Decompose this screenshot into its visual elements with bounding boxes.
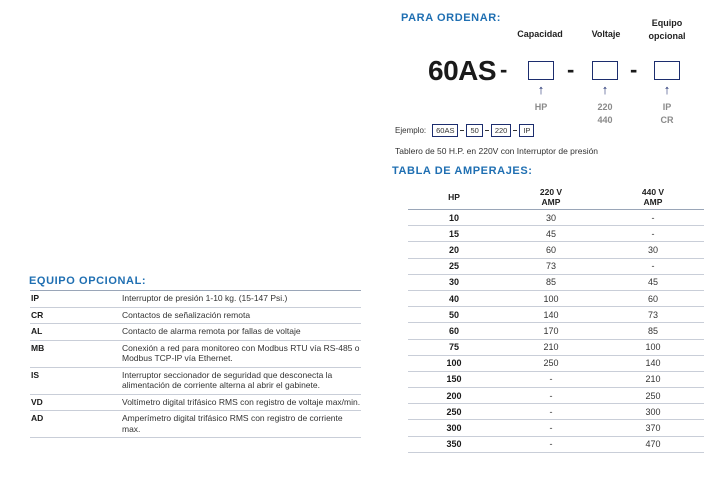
amp-440v-cell: 250 [602,388,704,404]
table-row [408,388,704,404]
table-header-row [408,185,704,210]
amp-220v-cell: - [500,420,602,436]
header-text: HP [448,192,460,202]
table-row [408,242,704,258]
table-row [30,324,361,341]
table-row [30,307,361,324]
amp-220v-cell: 140 [500,307,602,323]
option-code: IP [30,291,122,308]
hp-cell: 75 [408,339,500,355]
optional-equipment-table [30,290,361,438]
amp-440v-cell: 30 [602,242,704,258]
amp-440v-cell: 470 [602,436,704,452]
amp-440v-cell: 100 [602,339,704,355]
option-code: IS [30,367,122,394]
equipo-column-header-line1: Equipo [651,18,683,28]
hp-cell: 350 [408,436,500,452]
model-dash: - [500,57,508,82]
example-chip: 60AS [432,124,458,137]
example-separator [485,130,489,132]
hp-cell: 40 [408,290,500,306]
table-row [408,307,704,323]
amp-440v-cell: 45 [602,274,704,290]
equipo-column-header-line2: opcional [648,31,686,41]
hp-cell: 300 [408,420,500,436]
voltaje-option: 440 [597,115,613,125]
option-code: MB [30,340,122,367]
amp-440v-cell: 60 [602,290,704,306]
amp-220v-cell: - [500,436,602,452]
table-row [408,226,704,242]
capacidad-option: HP [534,102,548,112]
optional-equipment-title: EQUIPO OPCIONAL: [29,275,147,287]
option-code: AD [30,411,122,438]
hp-cell: 15 [408,226,500,242]
table-row [408,355,704,371]
example-separator [460,130,464,132]
table-row [408,323,704,339]
amp-220v-cell: 45 [500,226,602,242]
equipo-option: IP [662,102,672,112]
table-row [408,420,704,436]
amperage-table-title: TABLA DE AMPERAJES: [392,165,533,177]
amp-440v-cell: - [602,210,704,226]
amp-220v-cell: 73 [500,258,602,274]
model-code: 60AS [428,55,497,86]
option-description: Conexión a red para monitoreo con Modbus RTU vía RS-485 o Modbus TCP-IP vía Ethernet. [122,340,361,367]
table-row [408,371,704,387]
amp-220v-cell: 60 [500,242,602,258]
equipo-option: CR [660,115,674,125]
table-row [408,436,704,452]
hp-cell: 25 [408,258,500,274]
amp-220v-cell: 100 [500,290,602,306]
example-chip: 220 [491,124,512,137]
example-separator [513,130,517,132]
hp-cell: 200 [408,388,500,404]
hp-cell: 30 [408,274,500,290]
option-code: VD [30,394,122,411]
amp-440v-cell: - [602,258,704,274]
option-description: Interruptor seccionador de seguridad que desconecta la alimentación de corriente alterna al abrir el gabinete. [122,367,361,394]
arrow-up-icon: ↑ [601,82,609,97]
220v-column-header [500,185,602,210]
hp-column-header [408,185,500,210]
capacidad-slot [528,61,554,80]
table-row [30,291,361,308]
table-row [408,258,704,274]
table-row [408,210,704,226]
header-text: AMP [541,197,561,207]
option-description: Voltímetro digital trifásico RMS con registro de voltaje max/min. [122,394,361,411]
capacidad-column-header: Capacidad [517,29,563,39]
option-description: Contacto de alarma remota por fallas de voltaje [122,324,361,341]
header-text: 220 V [539,187,563,197]
table-row [30,394,361,411]
example-description: Tablero de 50 H.P. en 220V con Interruptor de presión [395,146,599,156]
voltaje-option: 220 [597,102,613,112]
table-row [408,290,704,306]
amp-440v-cell: 73 [602,307,704,323]
amp-220v-cell: 250 [500,355,602,371]
amp-220v-cell: 85 [500,274,602,290]
option-description: Interruptor de presión 1-10 kg. (15-147 Psi.) [122,291,361,308]
hp-cell: 100 [408,355,500,371]
amp-220v-cell: 30 [500,210,602,226]
option-description: Amperímetro digital trifásico RMS con registro de corriente max. [122,411,361,438]
voltaje-slot [592,61,618,80]
arrow-up-icon: ↑ [663,82,671,97]
arrow-up-icon: ↑ [537,82,545,97]
example-chip: 50 [466,124,482,137]
amp-440v-cell: 85 [602,323,704,339]
amp-220v-cell: 170 [500,323,602,339]
header-text: 440 V [641,187,665,197]
hp-cell: 10 [408,210,500,226]
example-chip: IP [519,124,534,137]
hp-cell: 250 [408,404,500,420]
order-section-title: PARA ORDENAR: [401,12,502,24]
example-label: Ejemplo: [395,126,427,135]
amp-220v-cell: 210 [500,339,602,355]
amp-440v-cell: 210 [602,371,704,387]
table-row [408,339,704,355]
table-row [30,367,361,394]
example-code [395,124,534,137]
hp-cell: 20 [408,242,500,258]
amp-220v-cell: - [500,371,602,387]
header-text: AMP [643,197,663,207]
amperage-table [408,185,704,453]
amp-440v-cell: 140 [602,355,704,371]
hp-cell: 150 [408,371,500,387]
hp-cell: 50 [408,307,500,323]
equipo-slot [654,61,680,80]
voltaje-column-header: Voltaje [591,29,621,39]
model-dash: - [567,57,575,82]
option-code: AL [30,324,122,341]
amp-220v-cell: - [500,388,602,404]
amp-440v-cell: 300 [602,404,704,420]
option-description: Contactos de señalización remota [122,307,361,324]
440v-column-header [602,185,704,210]
model-dash: - [630,57,638,82]
hp-cell: 60 [408,323,500,339]
amp-440v-cell: - [602,226,704,242]
table-row [408,404,704,420]
amp-440v-cell: 370 [602,420,704,436]
option-code: CR [30,307,122,324]
table-row [30,340,361,367]
amp-220v-cell: - [500,404,602,420]
table-row [408,274,704,290]
table-row [30,411,361,438]
